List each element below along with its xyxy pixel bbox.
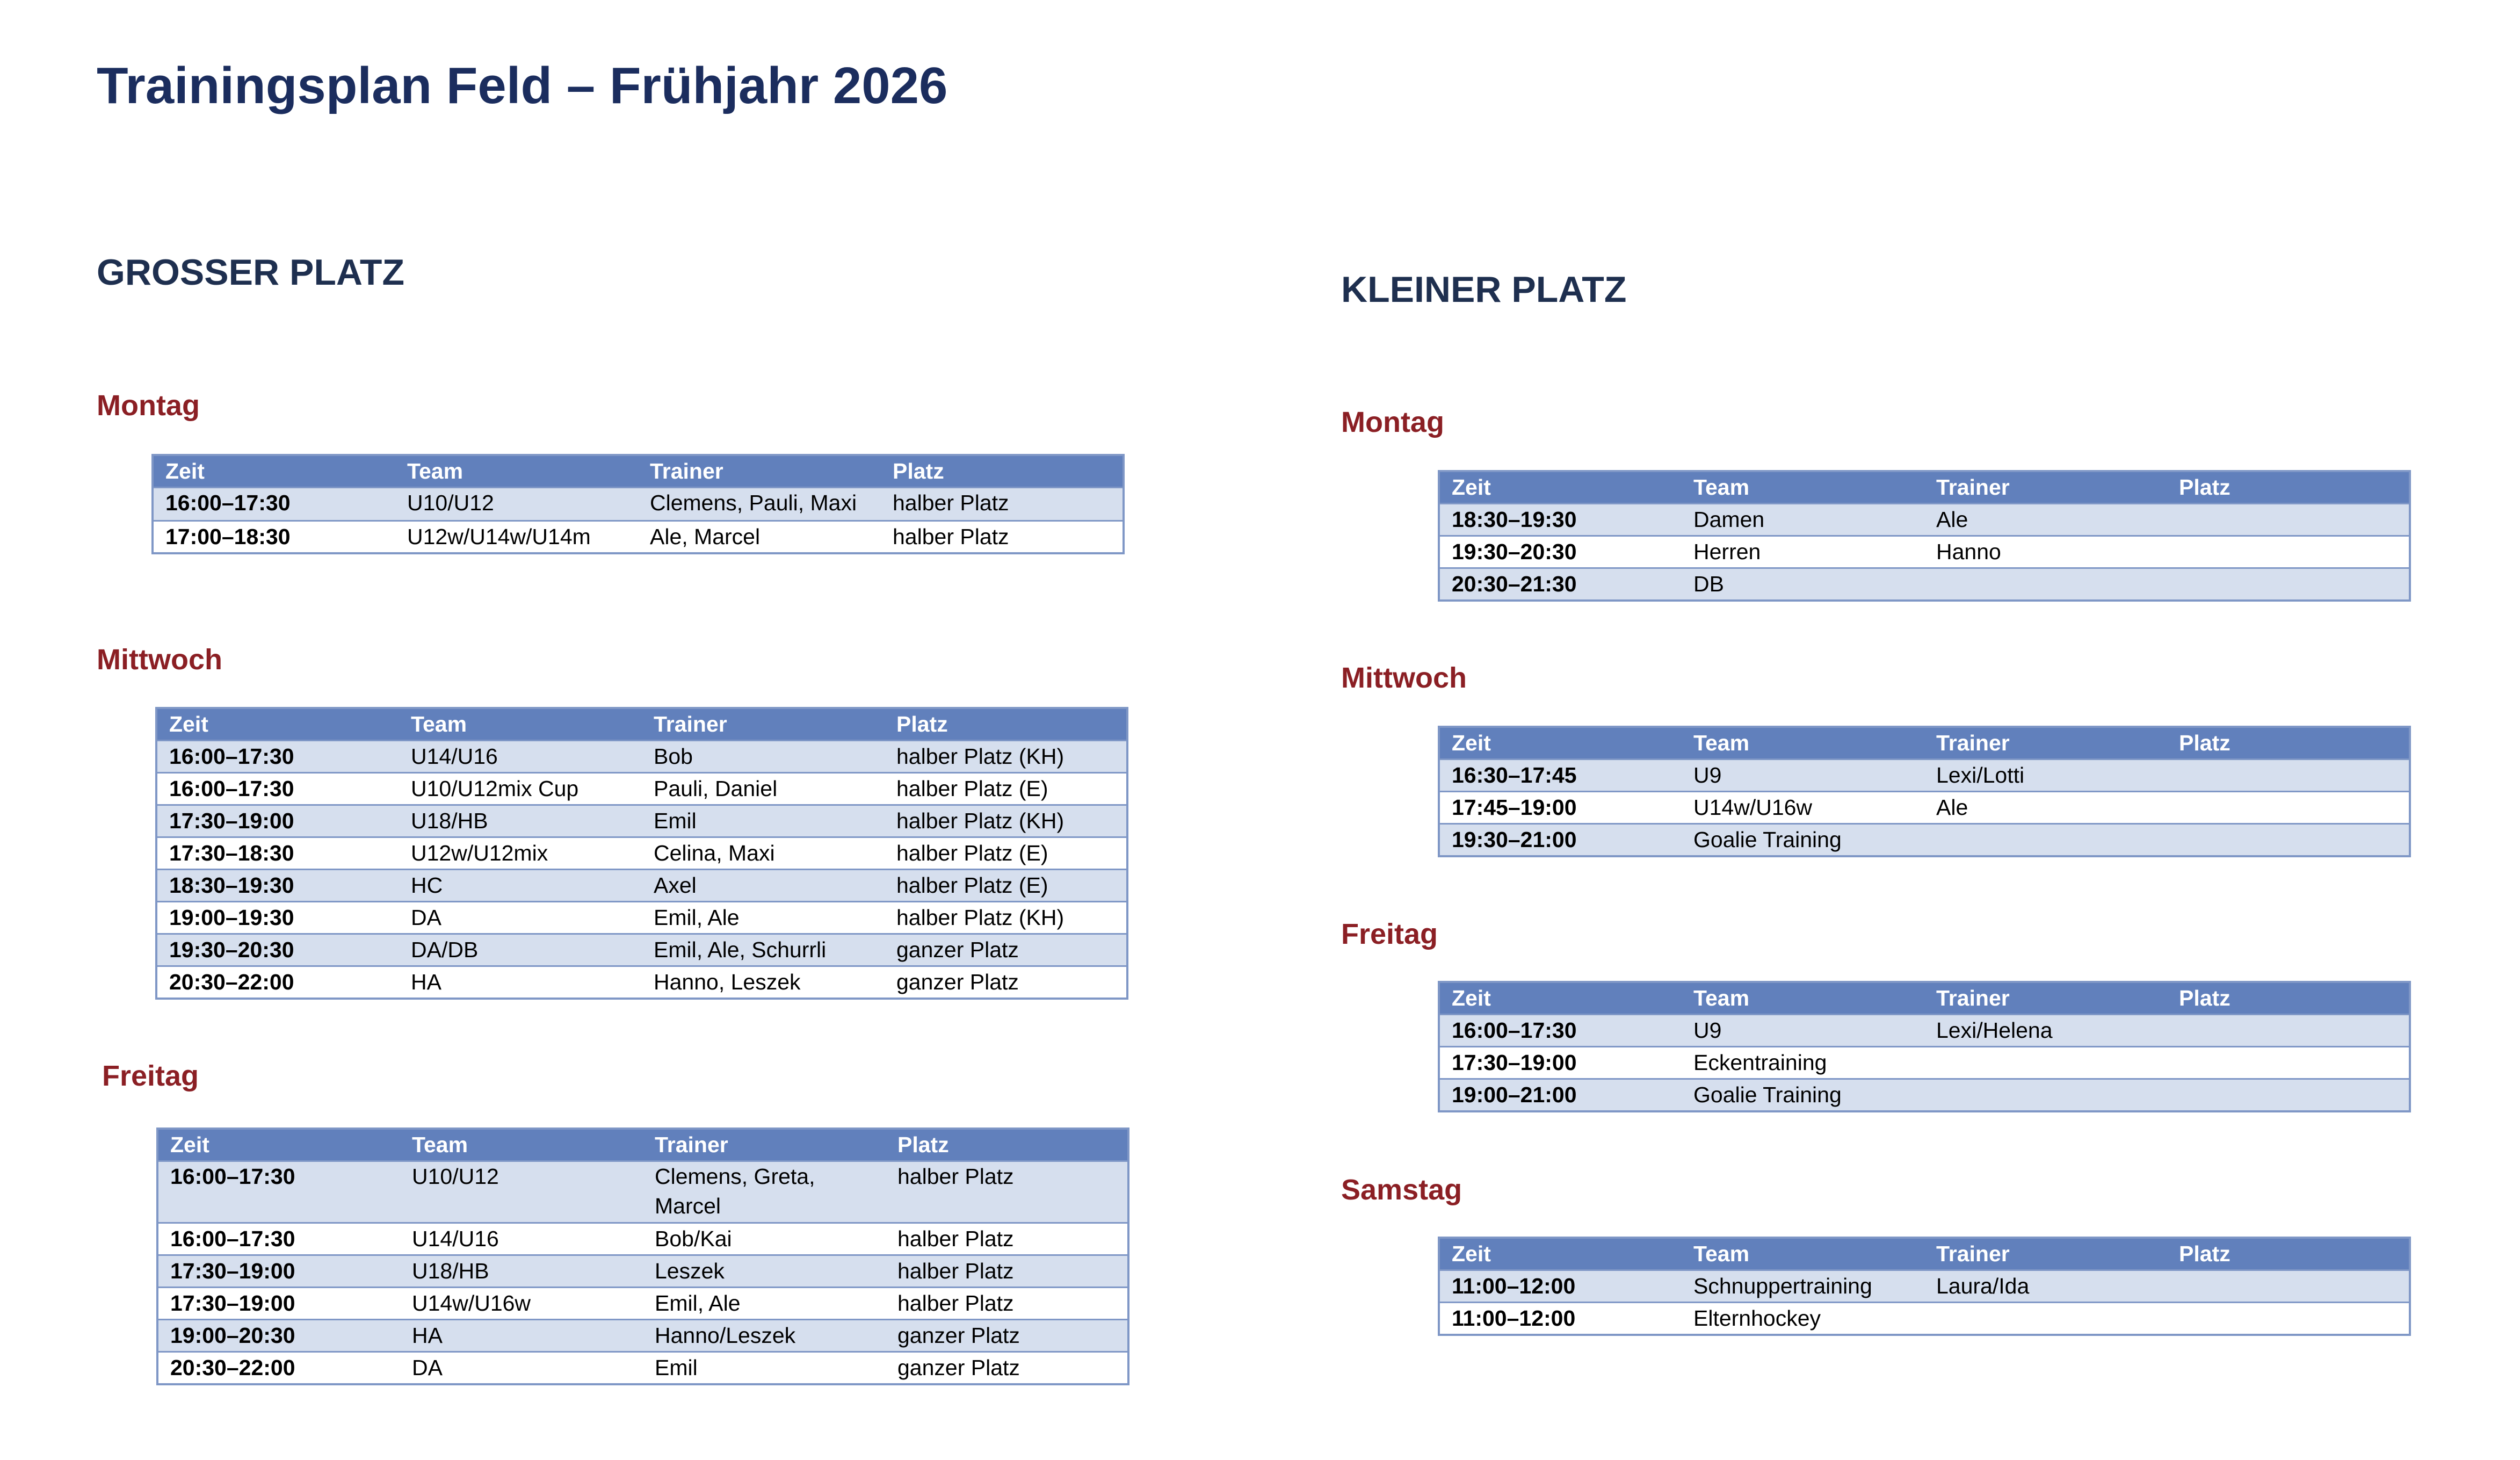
table-row	[1439, 504, 2410, 536]
day-heading-kleiner-platz-mittwoch: Mittwoch	[1341, 662, 1467, 694]
cell-time: 17:45–19:00	[1439, 792, 1682, 824]
cell-trainer: Axel	[642, 870, 885, 902]
day-heading-kleiner-platz-samstag: Samstag	[1341, 1174, 1462, 1206]
cell-trainer	[1924, 1303, 2167, 1335]
cell-team: U12w/U12mix	[399, 837, 642, 870]
schedule-table-kleiner-platz-samstag	[1438, 1237, 2411, 1336]
cell-time: 19:00–21:00	[1439, 1079, 1682, 1112]
cell-trainer: Leszek	[643, 1255, 886, 1288]
column-header-team: Team	[1682, 982, 1924, 1015]
cell-team: U10/U12	[400, 1161, 643, 1223]
cell-platz: halber Platz	[886, 1255, 1128, 1288]
table-row	[153, 521, 1124, 554]
cell-platz: halber Platz	[886, 1161, 1128, 1223]
cell-platz	[2167, 1015, 2410, 1047]
column-header-platz: Platz	[881, 455, 1124, 488]
day-heading-grosser-platz-montag: Montag	[97, 389, 200, 422]
table-row	[156, 773, 1127, 805]
cell-time: 20:30–22:00	[157, 1352, 400, 1385]
cell-trainer: Ale, Marcel	[638, 521, 881, 554]
cell-platz: ganzer Platz	[885, 966, 1127, 999]
cell-trainer: Ale	[1924, 504, 2167, 536]
cell-team: U12w/U14w/U14m	[395, 521, 638, 554]
cell-trainer: Pauli, Daniel	[642, 773, 885, 805]
schedule-table-grosser-platz-mittwoch	[155, 707, 1128, 1000]
cell-team: HC	[399, 870, 642, 902]
cell-platz	[2167, 792, 2410, 824]
column-header-platz: Platz	[2167, 1238, 2410, 1270]
cell-time: 11:00–12:00	[1439, 1270, 1682, 1303]
column-header-team: Team	[1682, 1238, 1924, 1270]
table-header-row	[1439, 727, 2410, 760]
cell-trainer: Emil	[643, 1352, 886, 1385]
cell-trainer: Emil	[642, 805, 885, 837]
column-header-platz: Platz	[2167, 471, 2410, 504]
cell-trainer: Hanno, Leszek	[642, 966, 885, 999]
cell-time: 17:30–19:00	[157, 1255, 400, 1288]
day-heading-kleiner-platz-freitag: Freitag	[1341, 918, 1438, 950]
section-heading-grosser-platz: GROSSER PLATZ	[97, 252, 404, 293]
schedule-table-kleiner-platz-mittwoch	[1438, 726, 2411, 857]
page-title: Trainingsplan Feld – Frühjahr 2026	[97, 57, 948, 114]
cell-team: DB	[1682, 568, 1924, 601]
cell-platz	[2167, 536, 2410, 568]
cell-team: HA	[400, 1320, 643, 1352]
cell-team: U18/HB	[400, 1255, 643, 1288]
column-header-team: Team	[400, 1129, 643, 1161]
cell-time: 19:30–21:00	[1439, 824, 1682, 857]
table-row	[1439, 1015, 2410, 1047]
cell-trainer	[1924, 568, 2167, 601]
column-header-team: Team	[395, 455, 638, 488]
table-row	[1439, 1303, 2410, 1335]
cell-time: 18:30–19:30	[156, 870, 399, 902]
cell-team: U14w/U16w	[400, 1288, 643, 1320]
column-header-team: Team	[1682, 727, 1924, 760]
cell-time: 11:00–12:00	[1439, 1303, 1682, 1335]
column-header-time: Zeit	[157, 1129, 400, 1161]
table-row	[157, 1320, 1128, 1352]
cell-trainer: Clemens, Greta, Marcel	[643, 1161, 886, 1223]
cell-team: U14/U16	[399, 741, 642, 773]
cell-team: Goalie Training	[1682, 824, 1924, 857]
cell-time: 19:30–20:30	[1439, 536, 1682, 568]
table-row	[157, 1161, 1128, 1223]
column-header-trainer: Trainer	[642, 708, 885, 741]
cell-trainer: Celina, Maxi	[642, 837, 885, 870]
cell-trainer: Emil, Ale, Schurrli	[642, 934, 885, 966]
column-header-time: Zeit	[1439, 471, 1682, 504]
cell-platz	[2167, 760, 2410, 792]
cell-time: 17:00–18:30	[153, 521, 395, 554]
cell-platz: halber Platz	[886, 1223, 1128, 1255]
cell-platz: halber Platz (E)	[885, 870, 1127, 902]
column-header-platz: Platz	[885, 708, 1127, 741]
day-heading-grosser-platz-mittwoch: Mittwoch	[97, 644, 222, 676]
column-header-platz: Platz	[2167, 982, 2410, 1015]
cell-team: Damen	[1682, 504, 1924, 536]
schedule-table-kleiner-platz-montag	[1438, 470, 2411, 602]
cell-platz	[2167, 504, 2410, 536]
table-row	[156, 934, 1127, 966]
cell-platz: halber Platz (KH)	[885, 741, 1127, 773]
day-heading-grosser-platz-freitag: Freitag	[102, 1060, 199, 1092]
cell-time: 16:00–17:30	[1439, 1015, 1682, 1047]
table-row	[1439, 792, 2410, 824]
cell-trainer	[1924, 1047, 2167, 1079]
cell-time: 16:00–17:30	[153, 488, 395, 521]
column-header-trainer: Trainer	[1924, 471, 2167, 504]
schedule-table-kleiner-platz-freitag	[1438, 981, 2411, 1112]
column-header-trainer: Trainer	[1924, 727, 2167, 760]
column-header-platz: Platz	[886, 1129, 1128, 1161]
table-row	[153, 488, 1124, 521]
table-row	[1439, 1270, 2410, 1303]
table-row	[1439, 760, 2410, 792]
cell-team: DA/DB	[399, 934, 642, 966]
cell-team: DA	[399, 902, 642, 934]
cell-platz: halber Platz (KH)	[885, 805, 1127, 837]
cell-trainer: Lexi/Lotti	[1924, 760, 2167, 792]
column-header-trainer: Trainer	[643, 1129, 886, 1161]
table-row	[1439, 568, 2410, 601]
section-heading-kleiner-platz: KLEINER PLATZ	[1341, 269, 1627, 310]
cell-trainer: Lexi/Helena	[1924, 1015, 2167, 1047]
table-row	[156, 966, 1127, 999]
cell-team: U9	[1682, 760, 1924, 792]
cell-time: 16:00–17:30	[156, 741, 399, 773]
cell-time: 19:00–20:30	[157, 1320, 400, 1352]
table-row	[156, 870, 1127, 902]
column-header-trainer: Trainer	[1924, 982, 2167, 1015]
table-row	[157, 1223, 1128, 1255]
table-row	[157, 1255, 1128, 1288]
cell-time: 17:30–19:00	[157, 1288, 400, 1320]
table-row	[156, 805, 1127, 837]
cell-time: 19:30–20:30	[156, 934, 399, 966]
cell-trainer: Clemens, Pauli, Maxi	[638, 488, 881, 521]
table-header-row	[1439, 982, 2410, 1015]
column-header-time: Zeit	[156, 708, 399, 741]
table-row	[157, 1288, 1128, 1320]
cell-platz: halber Platz (KH)	[885, 902, 1127, 934]
cell-team: Schnuppertraining	[1682, 1270, 1924, 1303]
cell-time: 17:30–18:30	[156, 837, 399, 870]
column-header-time: Zeit	[1439, 727, 1682, 760]
cell-platz: halber Platz	[881, 521, 1124, 554]
table-row	[1439, 536, 2410, 568]
cell-time: 16:00–17:30	[156, 773, 399, 805]
column-header-time: Zeit	[1439, 982, 1682, 1015]
table-header-row	[153, 455, 1124, 488]
cell-trainer: Hanno	[1924, 536, 2167, 568]
cell-team: HA	[399, 966, 642, 999]
table-row	[156, 741, 1127, 773]
cell-time: 19:00–19:30	[156, 902, 399, 934]
cell-time: 17:30–19:00	[156, 805, 399, 837]
cell-time: 20:30–22:00	[156, 966, 399, 999]
table-row	[1439, 824, 2410, 857]
cell-platz: ganzer Platz	[885, 934, 1127, 966]
cell-trainer: Emil, Ale	[642, 902, 885, 934]
cell-team: Eckentraining	[1682, 1047, 1924, 1079]
cell-trainer: Bob/Kai	[643, 1223, 886, 1255]
cell-team: Goalie Training	[1682, 1079, 1924, 1112]
cell-platz: halber Platz	[881, 488, 1124, 521]
cell-platz	[2167, 1270, 2410, 1303]
table-row	[157, 1352, 1128, 1385]
cell-trainer: Emil, Ale	[643, 1288, 886, 1320]
column-header-team: Team	[1682, 471, 1924, 504]
cell-team: U14w/U16w	[1682, 792, 1924, 824]
cell-time: 18:30–19:30	[1439, 504, 1682, 536]
table-row	[156, 837, 1127, 870]
cell-trainer: Ale	[1924, 792, 2167, 824]
table-row	[1439, 1047, 2410, 1079]
schedule-table-grosser-platz-freitag	[156, 1127, 1129, 1385]
cell-platz	[2167, 824, 2410, 857]
cell-platz: halber Platz (E)	[885, 773, 1127, 805]
cell-team: U9	[1682, 1015, 1924, 1047]
cell-trainer	[1924, 824, 2167, 857]
cell-trainer: Hanno/Leszek	[643, 1320, 886, 1352]
table-header-row	[156, 708, 1127, 741]
cell-platz	[2167, 1047, 2410, 1079]
cell-platz: halber Platz	[886, 1288, 1128, 1320]
cell-platz: ganzer Platz	[886, 1352, 1128, 1385]
cell-platz	[2167, 1079, 2410, 1112]
cell-trainer: Bob	[642, 741, 885, 773]
column-header-time: Zeit	[1439, 1238, 1682, 1270]
cell-team: U18/HB	[399, 805, 642, 837]
column-header-time: Zeit	[153, 455, 395, 488]
day-heading-kleiner-platz-montag: Montag	[1341, 406, 1444, 438]
cell-platz: halber Platz (E)	[885, 837, 1127, 870]
column-header-trainer: Trainer	[1924, 1238, 2167, 1270]
table-row	[156, 902, 1127, 934]
cell-platz	[2167, 1303, 2410, 1335]
schedule-table-grosser-platz-montag	[151, 454, 1125, 554]
cell-team: DA	[400, 1352, 643, 1385]
column-header-platz: Platz	[2167, 727, 2410, 760]
cell-platz: ganzer Platz	[886, 1320, 1128, 1352]
cell-team: U14/U16	[400, 1223, 643, 1255]
cell-trainer	[1924, 1079, 2167, 1112]
column-header-team: Team	[399, 708, 642, 741]
cell-team: U10/U12mix Cup	[399, 773, 642, 805]
cell-time: 20:30–21:30	[1439, 568, 1682, 601]
table-header-row	[1439, 471, 2410, 504]
cell-time: 16:00–17:30	[157, 1223, 400, 1255]
column-header-trainer: Trainer	[638, 455, 881, 488]
table-header-row	[157, 1129, 1128, 1161]
cell-team: Elternhockey	[1682, 1303, 1924, 1335]
cell-platz	[2167, 568, 2410, 601]
table-header-row	[1439, 1238, 2410, 1270]
cell-team: Herren	[1682, 536, 1924, 568]
cell-time: 16:30–17:45	[1439, 760, 1682, 792]
cell-time: 16:00–17:30	[157, 1161, 400, 1223]
cell-team: U10/U12	[395, 488, 638, 521]
cell-time: 17:30–19:00	[1439, 1047, 1682, 1079]
cell-trainer: Laura/Ida	[1924, 1270, 2167, 1303]
table-row	[1439, 1079, 2410, 1112]
